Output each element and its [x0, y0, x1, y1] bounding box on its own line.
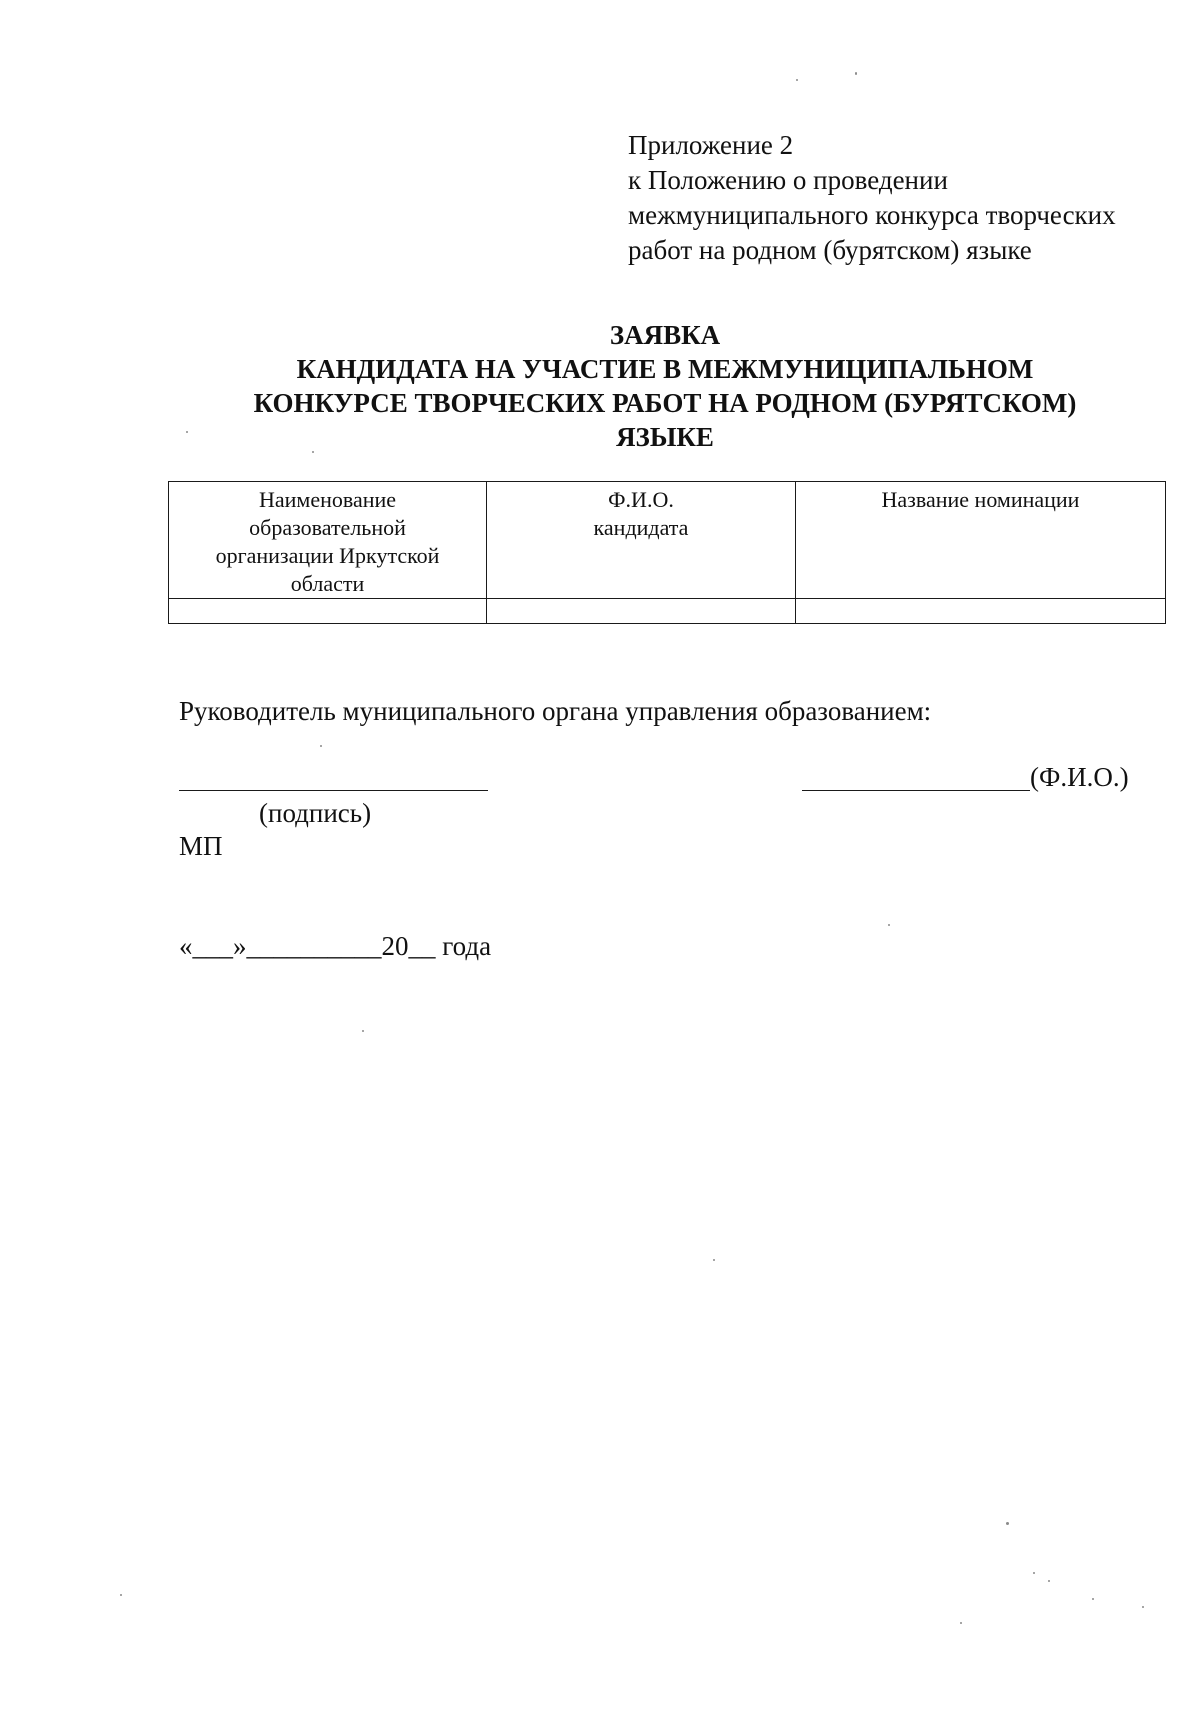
- header-organization: [169, 482, 487, 599]
- header-line: образовательной: [249, 515, 406, 540]
- table-cell-nomination[interactable]: [796, 599, 1166, 624]
- header-line: Название номинации: [881, 487, 1080, 512]
- title-line: ЗАЯВКА: [609, 320, 721, 350]
- scan-speck: [960, 1622, 962, 1624]
- scan-speck: [312, 451, 314, 453]
- header-line: кандидата: [593, 515, 689, 540]
- scan-speck: [796, 79, 798, 81]
- fio-line[interactable]: [802, 790, 1030, 791]
- scan-speck: [120, 1594, 122, 1596]
- table-row: [169, 599, 1166, 624]
- scan-speck: [186, 431, 188, 433]
- scan-speck: [362, 1030, 364, 1032]
- date-line: «___»__________20__ года: [179, 931, 492, 961]
- table-header-row: [169, 482, 1166, 599]
- scan-speck: [320, 745, 322, 747]
- appendix-note: [628, 128, 1168, 268]
- appendix-line: межмуниципального конкурса творческих: [628, 200, 1116, 230]
- application-table: [168, 481, 1166, 624]
- table-cell-organization[interactable]: [169, 599, 487, 624]
- title-line: ЯЗЫКЕ: [616, 422, 714, 452]
- header-candidate-name: [487, 482, 796, 599]
- scan-speck: [888, 924, 890, 926]
- fio-label: (Ф.И.О.): [1030, 762, 1129, 792]
- scan-speck: [1006, 1522, 1009, 1525]
- header-line: организации Иркутской: [215, 543, 440, 568]
- signature-caption: (подпись): [259, 798, 372, 828]
- signature-line[interactable]: [179, 790, 488, 791]
- document-title: [150, 318, 1180, 454]
- header-nomination: [796, 482, 1166, 599]
- header-line: Ф.И.О.: [608, 487, 674, 512]
- head-of-department-label: Руководитель муниципального органа управления образованием:: [179, 696, 932, 726]
- scan-speck: [713, 1259, 715, 1261]
- appendix-line: Приложение 2: [628, 130, 794, 160]
- scan-speck: [855, 72, 857, 75]
- title-line: КОНКУРСЕ ТВОРЧЕСКИХ РАБОТ НА РОДНОМ (БУРЯТСКОМ): [253, 388, 1077, 418]
- header-line: области: [290, 571, 365, 596]
- appendix-line: к Положению о проведении: [628, 165, 948, 195]
- table-cell-candidate-name[interactable]: [487, 599, 796, 624]
- header-line: Наименование: [258, 487, 397, 512]
- scan-speck: [1142, 1606, 1144, 1608]
- title-line: КАНДИДАТА НА УЧАСТИЕ В МЕЖМУНИЦИПАЛЬНОМ: [296, 354, 1034, 384]
- scan-speck: [1048, 1580, 1050, 1582]
- appendix-line: работ на родном (бурятском) языке: [628, 235, 1032, 265]
- scan-speck: [1033, 1572, 1035, 1574]
- scan-speck: [1092, 1598, 1094, 1600]
- stamp-place-label: МП: [179, 831, 223, 861]
